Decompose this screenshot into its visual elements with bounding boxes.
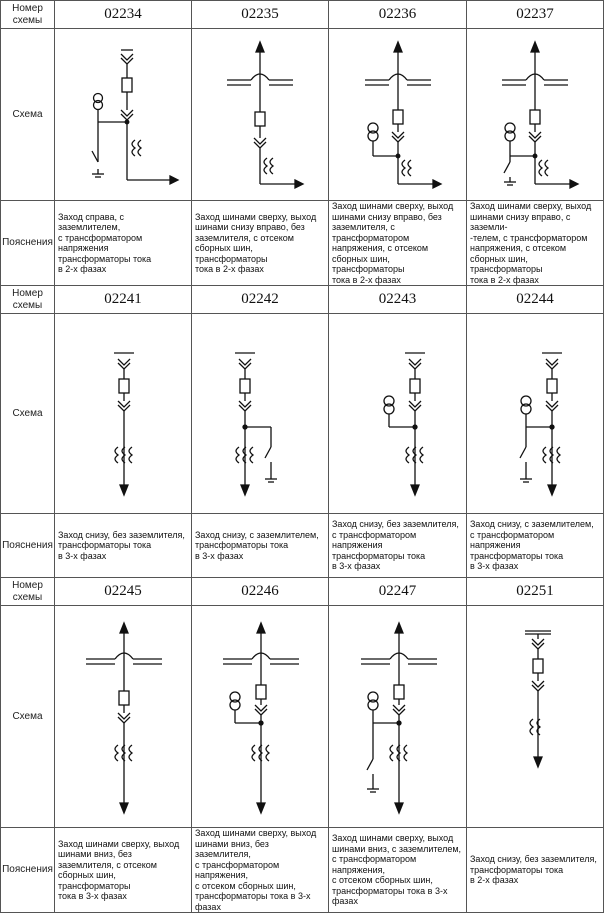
description-line: Заход шинами сверху, выход	[195, 211, 317, 222]
description-line: трансформаторы тока	[195, 540, 289, 551]
scheme-number: 02234	[55, 1, 192, 29]
scheme-diagram-cell	[192, 29, 329, 201]
description-line: Заход снизу, без заземлителя,	[332, 519, 459, 530]
description-line: Заход снизу, с заземлителем,	[470, 519, 594, 530]
description-line: Заход шинами сверху, выход	[58, 838, 180, 849]
scheme-number: 02237	[467, 1, 604, 29]
scheme-diagram-cell	[467, 606, 604, 828]
notes-label: Пояснения	[1, 201, 55, 286]
scheme-label: Схема	[1, 314, 55, 514]
scheme-diagram-cell	[55, 29, 192, 201]
scheme-number: 02236	[329, 1, 467, 29]
scheme-number: 02241	[55, 286, 192, 314]
description-line: Заход снизу, с заземлителем,	[195, 529, 319, 540]
description-line: заземлителя, с отсеком	[195, 232, 294, 243]
scheme-diagram-02247	[333, 609, 463, 824]
scheme-diagram-02245	[58, 609, 188, 824]
description-line: шинами снизу вправо, с заземли-	[470, 211, 571, 232]
description-line: напряжения, с отсеком	[332, 243, 429, 253]
description-line: сборных шин, трансформаторы	[195, 243, 268, 264]
scheme-label: Схема	[1, 29, 55, 201]
description-line: трансформаторы тока	[470, 550, 564, 561]
scheme-diagram-02243	[333, 319, 463, 509]
scheme-row	[1, 29, 604, 201]
description-line: заземлителя, с отсеком	[58, 859, 157, 870]
scheme-description	[329, 201, 467, 286]
scheme-number: 02247	[329, 578, 467, 606]
scheme-diagram-02237	[470, 32, 600, 197]
description-line: сборных шин, трансформаторы	[470, 253, 543, 274]
description-line: с трансформатором напряжения	[470, 529, 555, 551]
description-line: с отсеком сборных шин,	[332, 875, 433, 886]
scheme-diagram-cell	[467, 29, 604, 201]
description-line: тока в 2-х фазах	[470, 274, 539, 285]
scheme-diagram-cell	[55, 314, 192, 514]
scheme-diagram-02234	[58, 32, 188, 197]
number-label: Номер схемы	[1, 578, 55, 606]
description-line: Заход шинами сверху, выход	[195, 828, 317, 838]
scheme-number: 02251	[467, 578, 604, 606]
scheme-description	[329, 828, 467, 913]
description-line: Заход шинами сверху, выход	[332, 833, 454, 844]
scheme-description	[467, 514, 604, 578]
scheme-diagram-cell	[329, 314, 467, 514]
scheme-description	[55, 828, 192, 913]
description-line: в 3-х фазах	[470, 561, 519, 572]
description-line: трансформаторы тока в 3-х фазах	[195, 891, 311, 912]
description-line: заземлителя, с трансформатором	[332, 222, 410, 243]
scheme-description	[329, 514, 467, 578]
description-line: шинами снизу вправо, без	[195, 222, 305, 232]
description-line: -телем, с трансформатором	[470, 232, 588, 243]
scheme-diagram-02244	[470, 319, 600, 509]
scheme-row	[1, 606, 604, 828]
description-line: Заход справа, с заземлителем,	[58, 211, 124, 232]
scheme-description	[192, 201, 329, 286]
description-line: в 2-х фазах	[58, 264, 107, 274]
number-label: Номер схемы	[1, 286, 55, 314]
scheme-description	[192, 828, 329, 913]
scheme-diagram-02246	[195, 609, 325, 824]
scheme-diagram-cell	[192, 606, 329, 828]
description-line: с трансформатором напряжения,	[195, 859, 280, 880]
scheme-diagram-cell	[329, 606, 467, 828]
scheme-diagram-cell	[55, 606, 192, 828]
scheme-number: 02244	[467, 286, 604, 314]
description-line: с трансформатором напряжения	[332, 529, 417, 551]
scheme-description	[55, 514, 192, 578]
description-line: сборных шин, трансформаторы	[332, 253, 405, 274]
description-line: тока в 3-х фазах	[58, 891, 127, 901]
scheme-description	[55, 201, 192, 286]
number-row	[1, 578, 604, 606]
description-line: в 3-х фазах	[332, 561, 381, 572]
scheme-row	[1, 314, 604, 514]
description-line: Заход снизу, без заземлителя,	[470, 854, 597, 865]
scheme-label: Схема	[1, 606, 55, 828]
scheme-description	[467, 828, 604, 913]
description-line: с трансформатором напряжения	[58, 232, 143, 253]
notes-row	[1, 201, 604, 286]
description-line: в 3-х фазах	[195, 550, 244, 561]
description-line: трансформаторы тока	[332, 550, 426, 561]
scheme-number: 02235	[192, 1, 329, 29]
description-line: трансформаторы тока	[58, 253, 152, 264]
description-line: в 3-х фазах	[58, 550, 107, 561]
notes-label: Пояснения	[1, 828, 55, 913]
scheme-diagram-02241	[58, 319, 188, 509]
description-line: напряжения, с отсеком	[470, 243, 567, 253]
scheme-diagram-cell	[192, 314, 329, 514]
notes-row	[1, 828, 604, 913]
scheme-number: 02242	[192, 286, 329, 314]
description-line: Заход снизу, без заземлителя,	[58, 529, 185, 540]
scheme-diagram-cell	[467, 314, 604, 514]
scheme-diagram-02251	[470, 609, 600, 824]
scheme-number: 02245	[55, 578, 192, 606]
description-line: трансформаторы тока	[470, 864, 564, 875]
description-line: шинами вниз, без заземлителя,	[195, 838, 269, 859]
scheme-diagram-02242	[195, 319, 325, 509]
notes-label: Пояснения	[1, 514, 55, 578]
scheme-description	[467, 201, 604, 286]
scheme-number: 02246	[192, 578, 329, 606]
description-line: сборных шин, трансформаторы	[58, 870, 131, 891]
scheme-diagram-02236	[333, 32, 463, 197]
description-line: трансформаторы тока	[58, 540, 152, 551]
scheme-diagram-cell	[329, 29, 467, 201]
description-line: тока в 2-х фазах	[332, 274, 401, 285]
description-line: с трансформатором напряжения,	[332, 854, 417, 875]
number-label: Номер схемы	[1, 1, 55, 29]
number-row	[1, 1, 604, 29]
description-line: Заход шинами сверху, выход	[470, 201, 592, 211]
scheme-number: 02243	[329, 286, 467, 314]
description-line: в 2-х фазах	[470, 875, 519, 886]
description-line: шинами снизу вправо, без	[332, 211, 442, 222]
number-row	[1, 286, 604, 314]
description-line: с отсеком сборных шин,	[195, 880, 296, 891]
scheme-diagram-02235	[195, 32, 325, 197]
notes-row	[1, 514, 604, 578]
description-line: шинами вниз, без	[58, 849, 132, 859]
scheme-description	[192, 514, 329, 578]
description-line: Заход шинами сверху, выход	[332, 201, 454, 211]
description-line: тока в 2-х фазах	[195, 264, 264, 274]
description-line: трансформаторы тока в 3-х фазах	[332, 885, 448, 907]
description-line: шинами вниз, с заземлителем,	[332, 843, 462, 854]
